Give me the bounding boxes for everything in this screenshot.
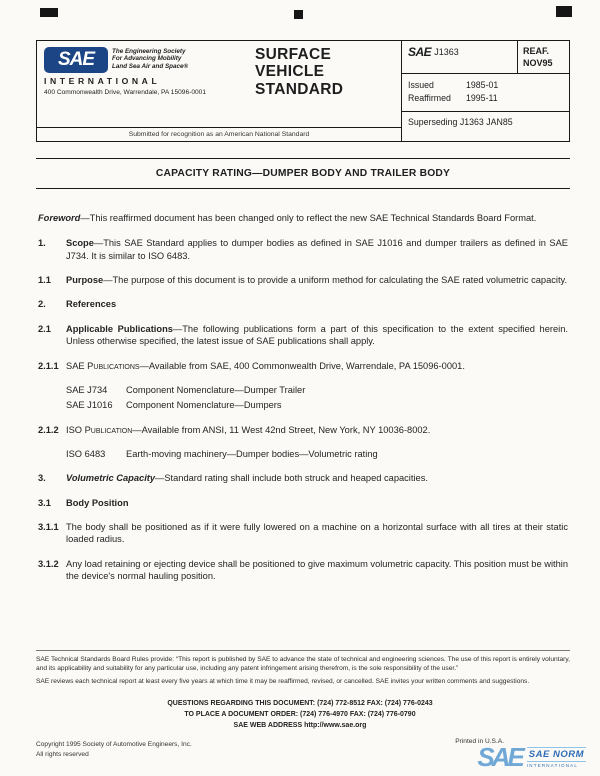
society-line: Land Sea Air and Space® bbox=[112, 62, 189, 70]
section-3-1-body-position bbox=[38, 497, 568, 509]
section-heading: Scope bbox=[66, 238, 94, 249]
section-text: —This SAE Standard applies to dumper bodies as defined in SAE J1016 and dumper trailers as defined in SAE J734. It is similar to ISO 6483. bbox=[66, 238, 568, 261]
reaf-date: NOV95 bbox=[523, 58, 553, 69]
sae-norm-stamp bbox=[477, 744, 586, 770]
foreword-text: —This reaffirmed document has been changed only to reflect the new SAE Technical Standards Board Format. bbox=[80, 213, 537, 223]
society-line: For Advancing Mobility bbox=[112, 55, 182, 63]
doc-type-line: VEHICLE bbox=[255, 63, 325, 81]
reaffirmed-label: Reaffirmed bbox=[408, 93, 451, 104]
document-header bbox=[36, 40, 570, 142]
issued-label: Issued bbox=[408, 80, 434, 91]
section-1-1-purpose bbox=[38, 274, 568, 286]
web-address-line: SAE WEB ADDRESS http://www.sae.org bbox=[233, 721, 367, 729]
sae-norm-logo: SAE bbox=[477, 742, 522, 772]
section-heading: ISO Publication bbox=[66, 424, 133, 435]
section-3-1-2 bbox=[38, 558, 568, 583]
scan-mark-right bbox=[556, 6, 572, 17]
section-number: 3.1.2 bbox=[38, 558, 59, 569]
ansi-note: Submitted for recognition as an American National Standard bbox=[37, 127, 401, 141]
section-number: 3. bbox=[38, 473, 46, 484]
sae-logo: SAE bbox=[44, 47, 108, 73]
section-text: —The purpose of this document is to provide a uniform method for calculating the SAE rated volumetric capacity. bbox=[103, 275, 568, 286]
reference-item bbox=[66, 384, 568, 396]
issue-dates bbox=[402, 74, 569, 111]
printed-in-usa: Printed in U.S.A. bbox=[455, 738, 504, 745]
issued-value: 1985-01 bbox=[466, 80, 499, 91]
section-text: —Available from SAE, 400 Commonwealth Drive, Warrendale, PA 15096-0001. bbox=[139, 360, 465, 371]
reference-description: Earth-moving machinery—Dumper bodies—Volumetric rating bbox=[126, 448, 378, 459]
doc-type-line: SURFACE bbox=[255, 46, 332, 63]
sae-norm-subtext: INTERNATIONAL bbox=[526, 762, 579, 768]
section-number: 1.1 bbox=[38, 275, 51, 286]
section-2-references bbox=[38, 298, 568, 310]
foreword-paragraph bbox=[38, 212, 568, 224]
section-3-1-1 bbox=[38, 521, 568, 546]
section-text: —The following publications form a part of this specification to the extent specified herein. Unless otherwise specified, the latest issue of SAE publications shall apply. bbox=[66, 323, 568, 347]
reference-code: SAE J1016 bbox=[66, 400, 113, 411]
section-heading: References bbox=[66, 299, 117, 310]
section-number: 1. bbox=[38, 238, 46, 249]
section-text: The body shall be positioned as if it were fully lowered on a machine on a horizontal surface with all tires at their static loaded radius. bbox=[66, 522, 568, 545]
reference-item bbox=[66, 448, 568, 460]
section-heading: Volumetric Capacity bbox=[66, 473, 156, 484]
section-number: 3.1 bbox=[38, 497, 51, 508]
sae-address: 400 Commonwealth Drive, Warrendale, PA 15096-0001 bbox=[44, 89, 206, 96]
section-number: 3.1.1 bbox=[38, 522, 59, 533]
legal-paragraph-2: SAE reviews each technical report at least every five years at which time it may be reaffirmed, revised, or cancelled. SAE invites your written comments and suggestions. bbox=[36, 678, 530, 686]
section-text: —Standard rating shall include both struck and heaped capacities. bbox=[155, 473, 428, 484]
doc-number-text: J1363 bbox=[434, 47, 459, 57]
section-heading: SAE Publications bbox=[66, 360, 140, 371]
contact-block bbox=[0, 699, 600, 732]
scan-mark-left bbox=[40, 8, 58, 17]
doc-type-line: STANDARD bbox=[255, 80, 344, 98]
reference-item bbox=[66, 399, 568, 411]
header-main bbox=[37, 41, 401, 141]
reaf-label: REAF. bbox=[523, 46, 550, 56]
reference-code: ISO 6483 bbox=[66, 448, 106, 459]
international-label: INTERNATIONAL bbox=[44, 76, 161, 86]
sae-norm-name: SAE NORM bbox=[528, 748, 584, 760]
order-line: TO PLACE A DOCUMENT ORDER: (724) 776-4970 FAX: (724) 776-0790 bbox=[184, 710, 416, 718]
section-2-1-applicable-publications bbox=[38, 323, 568, 348]
section-1-scope bbox=[38, 237, 568, 262]
questions-line: QUESTIONS REGARDING THIS DOCUMENT: (724) 772-8512 FAX: (724) 776-0243 bbox=[167, 700, 433, 707]
reaf-badge bbox=[517, 41, 569, 73]
iso-reference-list bbox=[66, 448, 568, 460]
legal-notices bbox=[36, 655, 570, 691]
section-number: 2.1.2 bbox=[38, 424, 59, 435]
society-line: The Engineering Society bbox=[112, 48, 186, 55]
sae-reference-list bbox=[66, 384, 568, 412]
section-heading: Applicable Publications bbox=[66, 323, 173, 334]
legal-paragraph-1: SAE Technical Standards Board Rules provide: “This report is published by SAE to advance the state of technical and engineering sciences. The use of this report is entirely voluntary, and its applicability and suitability for any particular use, including any patent infringement arising therefrom, is the sole responsibility of the user.” bbox=[36, 656, 570, 673]
section-number: 2. bbox=[38, 299, 46, 310]
foreword-label: Foreword bbox=[38, 213, 81, 223]
sae-brand-block bbox=[37, 41, 252, 127]
section-text: Any load retaining or ejecting device shall be positioned to give maximum volumetric capacity. This position must be within the device's normal hauling position. bbox=[66, 558, 568, 582]
document-number bbox=[402, 41, 517, 73]
document-body bbox=[38, 212, 568, 594]
document-type bbox=[252, 41, 401, 127]
section-3-volumetric-capacity bbox=[38, 472, 568, 484]
document-title: CAPACITY RATING—DUMPER BODY AND TRAILER BODY bbox=[36, 158, 570, 189]
sae-mini-logo: SAE bbox=[408, 45, 432, 59]
scan-mark-center bbox=[294, 10, 303, 19]
section-heading: Body Position bbox=[66, 497, 129, 508]
society-tagline bbox=[112, 47, 188, 70]
section-number: 2.1 bbox=[38, 323, 51, 334]
reference-description: Component Nomenclature—Dumper Trailer bbox=[126, 384, 306, 395]
section-heading: Purpose bbox=[66, 275, 104, 286]
superseding-note: Superseding J1363 JAN85 bbox=[408, 116, 513, 127]
copyright-line: Copyright 1995 Society of Automotive Engineers, Inc. bbox=[36, 741, 192, 748]
rights-line: All rights reserved bbox=[36, 750, 89, 758]
reaffirmed-value: 1995-11 bbox=[466, 93, 498, 104]
footer-divider bbox=[36, 650, 570, 651]
reference-code: SAE J734 bbox=[66, 384, 108, 395]
section-text: —Available from ANSI, 11 West 42nd Street, New York, NY 10036-8002. bbox=[132, 424, 431, 435]
reference-description: Component Nomenclature—Dumpers bbox=[126, 400, 282, 411]
header-side bbox=[401, 41, 569, 141]
section-2-1-2-iso-publication bbox=[38, 424, 568, 436]
section-number: 2.1.1 bbox=[38, 360, 59, 371]
section-2-1-1-sae-publications bbox=[38, 360, 568, 372]
copyright-block bbox=[36, 740, 192, 759]
